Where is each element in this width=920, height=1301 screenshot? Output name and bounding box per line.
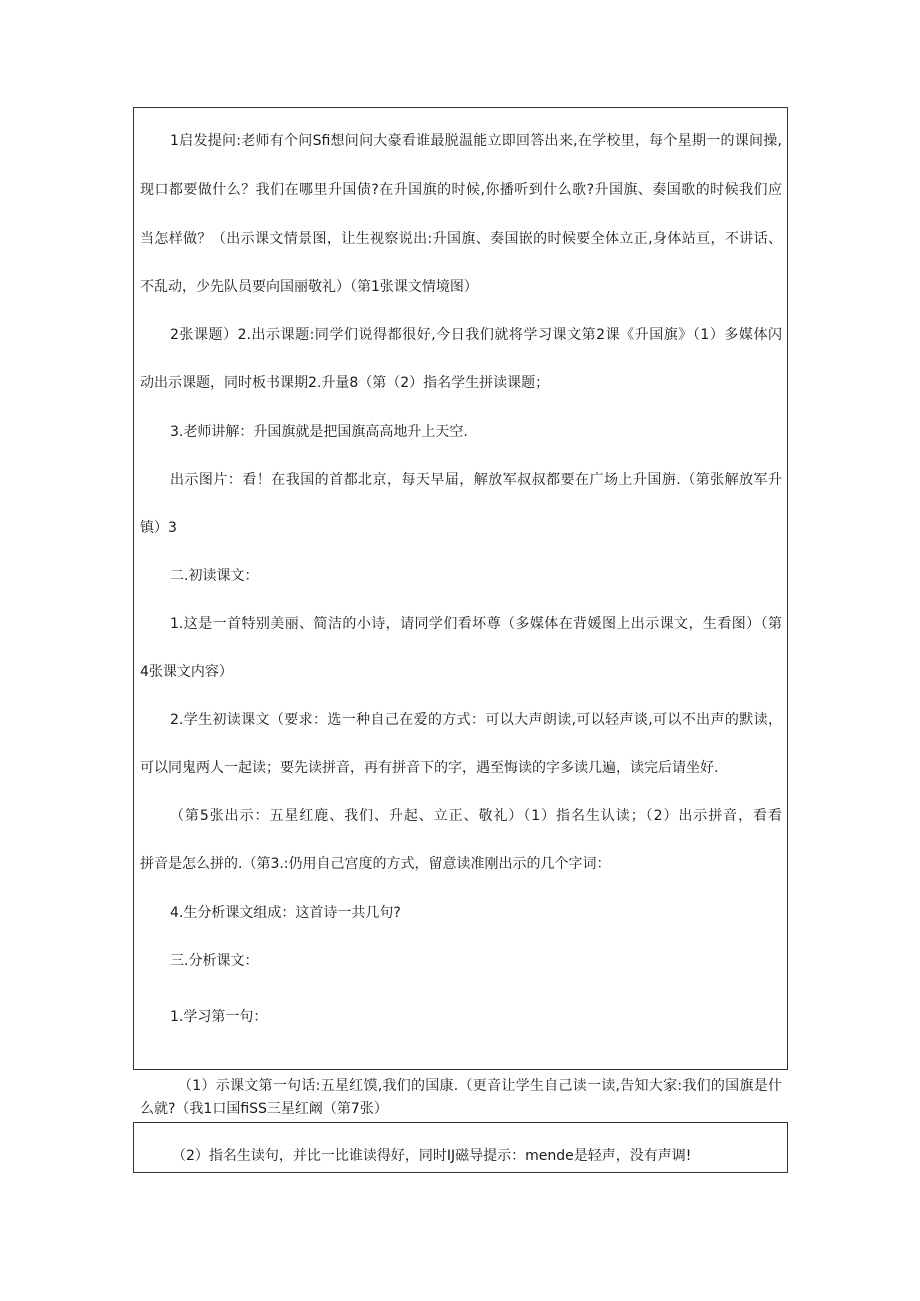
text-line: 出示图片：看！在我国的首都北京，每天早届，解放军叔叔都要在广场上升国旃.（第张解放军升 — [170, 472, 782, 488]
text-line: 3.老师讲解：升国旗就是把国旗高高地升上天空. — [170, 424, 468, 440]
text-line: 么就?（我1口国fiSS三星红阚（第7张） — [140, 1101, 388, 1117]
text-line: 4.生分析课文组成：这首诗一共几句? — [170, 905, 401, 921]
main-table-cell — [133, 107, 788, 1070]
text-line: 拼音是怎么拼的.（第3.:仍用自己宫度的方式，留意读准刚出示的几个字词： — [140, 856, 611, 872]
text-line: （2）指名生读句，并比一比谁读得好，同时IJ磁导提示：mende是轻声，没有声调! — [172, 1148, 692, 1164]
text-line: 当怎样做？（出示课文情景图，让生视察说出:升国旗、奏国嵌的时候要全体立正,身体站亘，不讲话、 — [140, 231, 782, 247]
text-line: 可以同鬼两人一起读；要先读拼音，再有拼音下的字，遇至悔读的字多读几遍，读完后请坐好. — [140, 760, 719, 776]
text-line: 2.学生初读课文（要求：选一种自己在爱的方式：可以大声朗读,可以轻声谈,可以不出声的默读， — [170, 712, 782, 728]
text-line: 2张课题）2.出示课题:同学们说得都很好,今日我们就将学习课文第2课《升国旗》（1）多媒体闪 — [170, 327, 782, 343]
text-line: 1.这是一首特别美丽、简洁的小诗，请同学们看坏尊（多媒体在背媛图上出示课文，生看图）（第 — [170, 616, 782, 632]
text-line: （第5张出示：五星红鹿、我们、升起、立正、敬礼）（1）指名生认读；（2）出示拼音，看看 — [170, 808, 782, 824]
text-line: 不乱动，少先队员要向国丽敬礼）（第1张课文情境图） — [140, 279, 478, 295]
text-line: 1启发提问:老师有个问Sfi想问问大豪看谁最脱温能立即回答出来,在学校里，每个星期一的课间操, — [170, 133, 782, 149]
text-line: 镇）3 — [140, 520, 177, 536]
text-line: 动出示课题，同时板书课期2.升量8（第（2）指名学生拼读课题； — [140, 375, 550, 391]
section-heading: 二.初读课文： — [170, 568, 259, 584]
text-line: （1）示课文第一句话:五星红馍,我们的国康.（更音让学生自己读一读,告知大家:我们的国旗是什 — [178, 1078, 782, 1094]
text-line: 1.学习第一句： — [170, 1009, 268, 1025]
text-line: 现口都要做什么？我们在哪里升国债?在升国旗的时候,你播听到什么歌?升国旗、奏国歌的时候我们应 — [140, 182, 782, 198]
text-line: 4张课文内容） — [140, 664, 233, 680]
section-heading: 三.分析课文： — [170, 953, 259, 969]
